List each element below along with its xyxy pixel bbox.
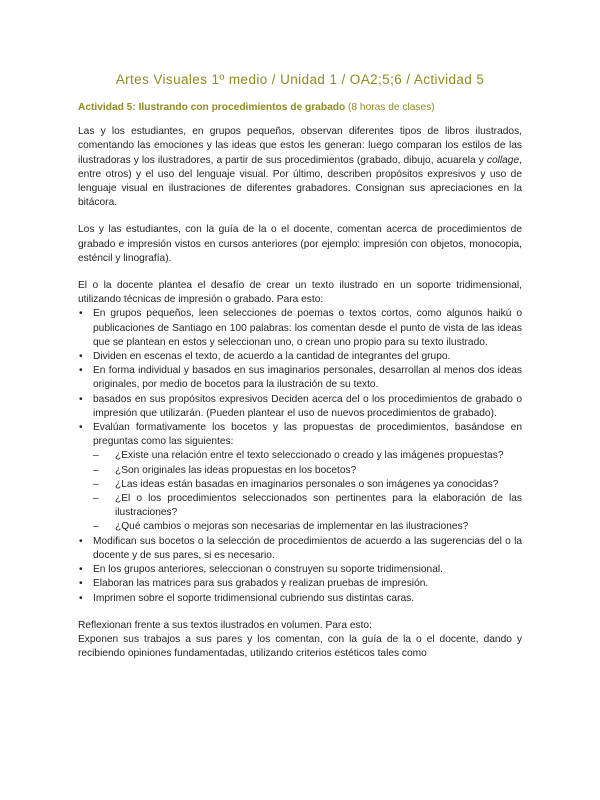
question-item: – ¿Qué cambios o mejoras son necesarias de implementar en las ilustraciones?: [93, 520, 522, 534]
document-body: [78, 101, 522, 661]
list-item: • basados en sus propósitos expresivos Deciden acerca del o los procedimientos de grabado o impresión que utilizarán. (Pueden plantear el uso de nuevos procedimientos de grabado).: [78, 393, 522, 421]
paragraph-reflection: Reflexionan frente a sus textos ilustrados en volumen. Para esto:: [78, 619, 372, 631]
paragraph-observation-part1: Las y los estudiantes, en grupos pequeños, observan diferentes tipos de libros ilustrados, comentando las emociones y las ideas que estos les generan: luego comparan los estilos de las ilustradoras y los ilustradores, a partir de sus procedimientos (grabado, dibujo, acuarela y: [78, 126, 522, 166]
activity-hours: (8 horas de clases): [348, 102, 435, 113]
paragraph-observation-part2: , entre otros) y el uso del lenguaje visual. Por último, describen propósitos expresivos y uso de lenguaje visual en ilustraciones de diferentes grabadores. Consignan sus apreciaciones en la bitácora.: [78, 154, 522, 209]
paragraph-techniques: Los y las estudiantes, con la guía de la o el docente, comentan acerca de procedimientos de grabado e impresión vistos en cursos anteriores (por ejemplo: impresión con objetos, monocopia, esténcil y linografía).: [78, 224, 522, 264]
list-item: • Modifican sus bocetos o la selección de procedimientos de acuerdo a las sugerencias del o la docente y de sus pares, si es necesario.: [78, 535, 522, 563]
steps-list: [78, 307, 522, 605]
list-item-text: Evalúan formativamente los bocetos y las propuestas de procedimientos, basándose en preguntas como las siguientes:: [93, 422, 522, 448]
paragraph-observation: [78, 125, 522, 210]
list-item: • Imprimen sobre el soporte tridimensional cubriendo sus distintas caras.: [78, 592, 522, 606]
list-item-evaluation: [78, 421, 522, 535]
question-item: – ¿Las ideas están basadas en imaginarios personales o son imágenes ya conocidas?: [93, 478, 522, 492]
page-header: Artes Visuales 1º medio / Unidad 1 / OA2;5;6 / Actividad 5: [115, 72, 485, 87]
list-item: • En grupos pequeños, leen selecciones de poemas o textos cortos, como algunos haikú o publicaciones de Santiago en 100 palabras: los comentan desde el punto de vista de las ideas que se plantean en estos y seleccionan uno, o crean uno propio para su texto ilustrado.: [78, 307, 522, 350]
list-item: • En los grupos anteriores, seleccionan o construyen su soporte tridimensional.: [78, 563, 522, 577]
paragraph-exhibition: Exponen sus trabajos a sus pares y los comentan, con la guía de la o el docente, dando y recibiendo opiniones fundamentadas, utilizando criterios estéticos tales como: [78, 633, 522, 660]
list-item: • En forma individual y basados en sus imaginarios personales, desarrollan al menos dos ideas originales, por medio de bocetos para la ilustración de su texto.: [78, 364, 522, 392]
questions-list: [93, 449, 522, 534]
question-item: – ¿Existe una relación entre el texto seleccionado o creado y las imágenes propuestas?: [93, 449, 522, 463]
list-item: • Elaboran las matrices para sus grabados y realizan pruebas de impresión.: [78, 577, 522, 591]
activity-title-text: Actividad 5: Ilustrando con procedimientos de grabado: [78, 102, 346, 113]
list-item: • Dividen en escenas el texto, de acuerdo a la cantidad de integrantes del grupo.: [78, 350, 522, 364]
question-item: – ¿El o los procedimientos seleccionados son pertinentes para la elaboración de las ilustraciones?: [93, 492, 522, 520]
activity-title: [78, 101, 522, 115]
question-item: – ¿Son originales las ideas propuestas en los bocetos?: [93, 464, 522, 478]
collage-italic: collage: [486, 154, 520, 166]
paragraph-challenge: El o la docente plantea el desafío de crear un texto ilustrado en un soporte tridimensional, utilizando técnicas de impresión o grabado. Para esto:: [78, 280, 522, 306]
